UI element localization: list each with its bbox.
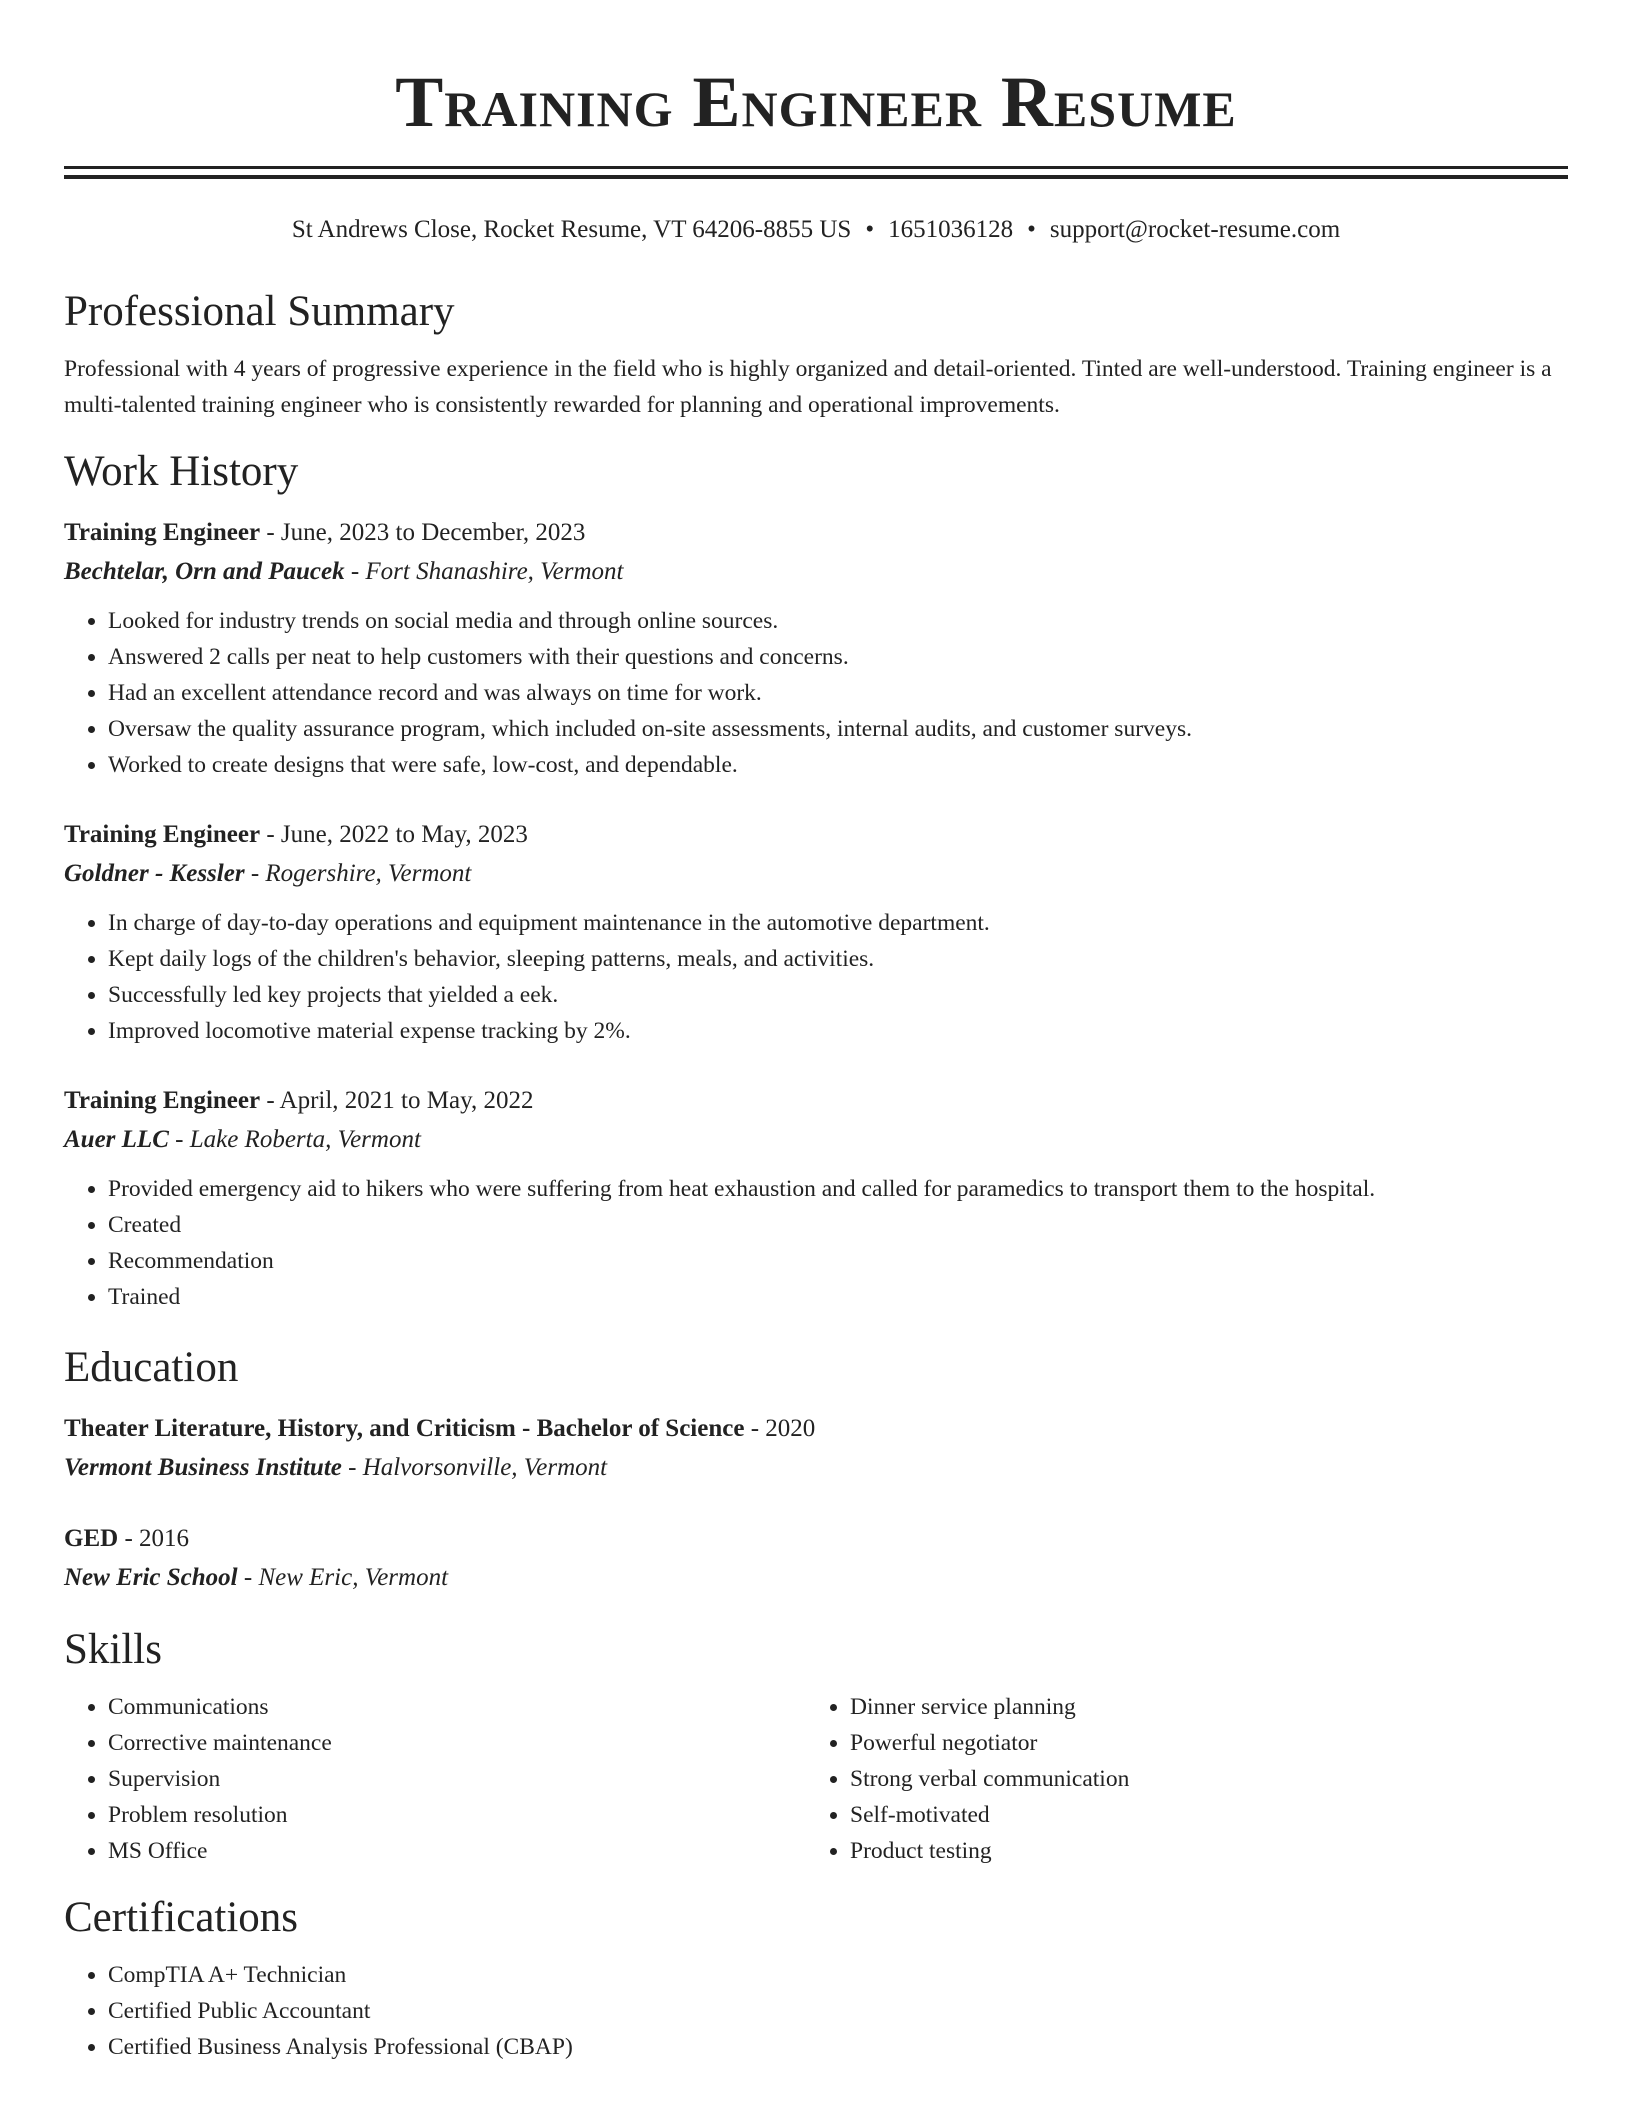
education-location: - New Eric, Vermont xyxy=(237,1564,449,1591)
list-item: • Provided emergency aid to hikers who were suffering from heat exhaustion and called for paramedics to transport them to the hospital. xyxy=(108,1171,1568,1207)
list-item: • Certified Public Accountant xyxy=(108,1993,1568,2029)
list-item: • Dinner service planning xyxy=(850,1689,1548,1725)
list-item: • Answered 2 calls per neat to help customers with their questions and concerns. xyxy=(108,639,1568,675)
list-item: • CompTIA A+ Technician xyxy=(108,1957,1568,1993)
skills-list-right xyxy=(806,1689,1548,1869)
education-year: - 2016 xyxy=(118,1525,190,1552)
job-entry xyxy=(64,815,1568,1049)
job-bullets xyxy=(64,1171,1568,1315)
contact-phone: 1651036128 xyxy=(888,216,1014,243)
list-item: • Had an excellent attendance record and was always on time for work. xyxy=(108,675,1568,711)
list-item: • Looked for industry trends on social media and through online sources. xyxy=(108,603,1568,639)
work-history-heading: Work History xyxy=(64,448,299,495)
job-company-line xyxy=(64,854,1568,893)
skills-list-left xyxy=(64,1689,806,1869)
job-location: - Rogershire, Vermont xyxy=(244,860,472,887)
education-degree: GED xyxy=(64,1525,119,1552)
title-divider xyxy=(64,166,1568,179)
summary-heading: Professional Summary xyxy=(64,288,455,335)
list-item: • Improved locomotive material expense tracking by 2%. xyxy=(108,1013,1568,1049)
education-degree-line xyxy=(64,1519,1568,1558)
list-item: • Kept daily logs of the children's behavior, sleeping patterns, meals, and activities. xyxy=(108,941,1568,977)
list-item: • Recommendation xyxy=(108,1243,1568,1279)
job-title: Training Engineer xyxy=(64,821,261,848)
list-item: • MS Office xyxy=(108,1833,806,1869)
job-title: Training Engineer xyxy=(64,519,261,546)
list-item: • Problem resolution xyxy=(108,1797,806,1833)
list-item: • Created xyxy=(108,1207,1568,1243)
education-heading: Education xyxy=(64,1344,239,1391)
list-item: • Corrective maintenance xyxy=(108,1725,806,1761)
education-school: New Eric School xyxy=(64,1564,238,1591)
list-item: • Successfully led key projects that yielded a eek. xyxy=(108,977,1568,1013)
education-school-line xyxy=(64,1558,1568,1597)
divider-line-bottom xyxy=(64,175,1568,179)
list-item: • Worked to create designs that were safe, low-cost, and dependable. xyxy=(108,747,1568,783)
job-dates: - June, 2022 to May, 2023 xyxy=(260,821,528,848)
education-year: - 2020 xyxy=(744,1415,816,1442)
job-dates: - June, 2023 to December, 2023 xyxy=(260,519,586,546)
contact-info xyxy=(64,213,1568,247)
job-company: Bechtelar, Orn and Paucek xyxy=(64,558,345,585)
education-degree-line xyxy=(64,1409,1568,1448)
contact-separator: • xyxy=(865,216,875,243)
summary-text: Professional with 4 years of progressive experience in the field who is highly organized and detail-oriented. Tinted are well-understood. Training engineer is a multi-talented training engineer who is consistently rewarded for planning and operational improvements. xyxy=(64,356,1552,418)
list-item: • Product testing xyxy=(850,1833,1548,1869)
job-dates: - April, 2021 to May, 2022 xyxy=(260,1087,534,1114)
job-company: Goldner - Kessler xyxy=(64,860,245,887)
education-degree: Theater Literature, History, and Criticism - Bachelor of Science xyxy=(64,1415,745,1442)
education-location: - Halvorsonville, Vermont xyxy=(341,1454,608,1481)
skills-heading: Skills xyxy=(64,1626,162,1673)
job-company-line xyxy=(64,1120,1568,1159)
list-item: • Self-motivated xyxy=(850,1797,1548,1833)
job-title: Training Engineer xyxy=(64,1087,261,1114)
certifications-heading: Certifications xyxy=(64,1894,299,1941)
education-entry xyxy=(64,1409,1568,1487)
list-item: • Powerful negotiator xyxy=(850,1725,1548,1761)
skills-columns xyxy=(64,1689,1568,1869)
job-company: Auer LLC xyxy=(64,1126,169,1153)
job-entry xyxy=(64,1081,1568,1315)
list-item: • Strong verbal communication xyxy=(850,1761,1548,1797)
job-title-line xyxy=(64,1081,1568,1120)
list-item: • Trained xyxy=(108,1279,1568,1315)
resume-title: Training Engineer Resume xyxy=(395,62,1237,142)
list-item: • Supervision xyxy=(108,1761,806,1797)
job-company-line xyxy=(64,552,1568,591)
education-school: Vermont Business Institute xyxy=(64,1454,342,1481)
list-item: • Oversaw the quality assurance program, which included on-site assessments, internal audits, and customer surveys. xyxy=(108,711,1568,747)
job-title-line xyxy=(64,513,1568,552)
job-location: - Lake Roberta, Vermont xyxy=(168,1126,421,1153)
certifications-list xyxy=(64,1957,1568,2065)
job-location: - Fort Shanashire, Vermont xyxy=(344,558,624,585)
job-bullets xyxy=(64,905,1568,1049)
contact-email: support@rocket-resume.com xyxy=(1049,216,1341,243)
list-item: • Certified Business Analysis Professional (CBAP) xyxy=(108,2029,1568,2065)
education-school-line xyxy=(64,1448,1568,1487)
education-entry xyxy=(64,1519,1568,1597)
job-bullets xyxy=(64,603,1568,783)
divider-line-top xyxy=(64,166,1568,169)
list-item: • Communications xyxy=(108,1689,806,1725)
contact-address: St Andrews Close, Rocket Resume, VT 64206-8855 US xyxy=(291,216,852,243)
job-title-line xyxy=(64,815,1568,854)
list-item: • In charge of day-to-day operations and equipment maintenance in the automotive department. xyxy=(108,905,1568,941)
contact-separator: • xyxy=(1027,216,1036,243)
job-entry xyxy=(64,513,1568,783)
